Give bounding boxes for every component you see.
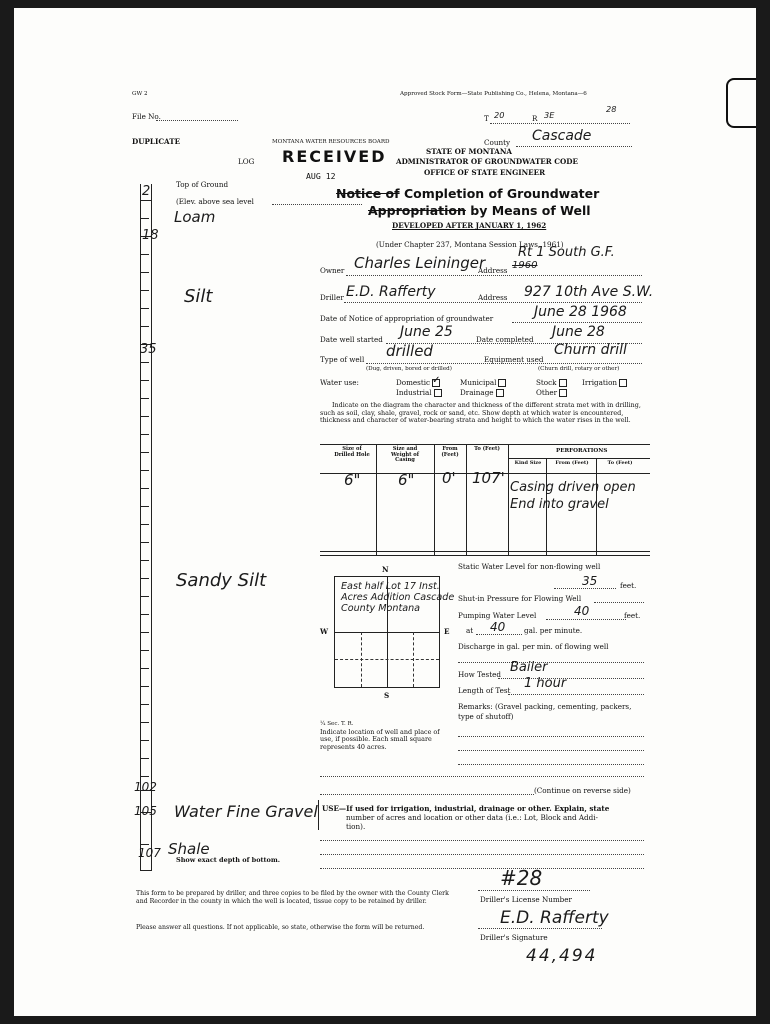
well-log-form [14,8,756,1016]
document-number: 44,494 [526,946,598,966]
col-kind: Kind Size [514,460,542,466]
tested-label: How Tested [458,670,501,679]
test-length-line [508,694,644,695]
file-no-label: File No. [132,112,161,121]
depth-scale [140,184,152,871]
tested-line [498,678,644,679]
license-number-value: #28 [500,866,543,890]
range-value: 3E [544,110,555,120]
col-perf-from: From (Feet) [555,460,589,466]
title-line-2 [368,203,591,218]
notice-date-value: June 28 1968 [534,304,627,320]
section-line: ¼ Sec. T. R. [320,721,354,727]
received-stamp: RECEIVED [282,147,387,166]
driller-value: E.D. Rafferty [346,284,436,300]
license-line [478,890,590,891]
owner-line [346,275,642,276]
static-feet: feet. [620,581,637,590]
title-line-3: DEVELOPED AFTER JANUARY 1, 1962 [392,221,547,230]
county-label: County [484,138,511,147]
municipal-option [460,378,506,387]
equipment-label: Equipment used [484,355,544,364]
irrigation-checkbox[interactable] [619,379,627,387]
continue-note: (Continue on reverse side) [534,786,631,795]
received-date: AUG 12 [306,171,336,181]
driller-label: Driller [320,293,344,302]
title-text-2: by Means of Well [470,203,591,218]
location-note: East half Lot 17 Inst. Acres Addition Cascade County Montana [341,581,455,614]
domestic-checkbox[interactable] [432,375,441,387]
col-perforations: PERFORATIONS [556,448,608,454]
signature-line [478,928,602,929]
notice-date-label: Date of Notice of appropriation of groundwater [320,314,494,323]
well-type-value: drilled [386,342,433,360]
water-use-label: Water use: [320,378,359,387]
other-option [536,388,567,397]
license-number-label: Driller's License Number [480,895,572,904]
material-silt: Silt [184,286,213,307]
state-label: STATE OF MONTANA [426,147,512,156]
remarks-label: Remarks: (Gravel packing, cementing, packers, type of shutoff) [458,702,632,721]
log-label: LOG [238,157,255,166]
from-value: 0' [442,469,456,487]
domestic-option [396,375,441,387]
board-name: MONTANA WATER RESOURCES BOARD [272,139,390,145]
form-code: GW 2 [132,91,148,97]
depth-18: 18 [142,228,159,243]
drainage-label: Drainage [460,388,494,397]
driller-address-label: Address [478,293,508,302]
pumping-line [546,619,626,620]
industrial-checkbox[interactable] [434,389,442,397]
completed-label: Date completed [476,335,534,344]
notice-date-line [512,322,642,323]
col-casing: Size and Weight of Casing [391,446,419,464]
binder-clip [726,78,756,128]
elevation-label: (Elev. above sea level [176,197,254,206]
material-shale: Shale [168,840,210,858]
equipment-value: Churn drill [554,342,627,358]
duplicate-label: DUPLICATE [132,137,181,146]
county-line [516,146,632,147]
irrigation-label: Irrigation [582,378,618,387]
industrial-label: Industrial [396,388,432,397]
office-label: OFFICE OF STATE ENGINEER [424,168,546,177]
county-value: Cascade [532,128,592,144]
trs-line [490,123,630,124]
pumping-feet: feet. [624,611,641,620]
type-line [366,363,642,364]
municipal-label: Municipal [460,378,497,387]
material-sandy-silt: Sandy Silt [176,570,267,591]
material-loam: Loam [174,208,216,226]
township-value: 20 [494,110,505,120]
driller-signature: E.D. Rafferty [500,908,609,928]
shutin-line [594,602,644,603]
drilled-size-value: 6" [344,471,361,489]
driller-line [344,302,642,303]
pumping-label: Pumping Water Level [458,611,537,620]
at-line [476,634,522,635]
started-label: Date well started [320,335,383,344]
domestic-label: Domestic [396,378,431,387]
static-level-label: Static Water Level for non-flowing well [458,562,601,571]
irrigation-option [582,378,627,387]
at-label: at [466,626,474,635]
casing-table [320,444,650,556]
north-label: N [382,565,389,574]
elevation-line [272,204,362,205]
west-label: W [320,627,329,636]
col-from: From (Feet) [441,446,459,458]
gal-label: gal. per minute. [524,626,583,635]
location-caption: Indicate location of well and place of use, if possible. Each small square represents 40 acres. [320,728,440,751]
stock-checkbox[interactable] [559,379,567,387]
discharge-label: Discharge in gal. per min. of flowing well [458,642,609,651]
title-line-4: (Under Chapter 237, Montana Session Laws, 1961) [376,240,564,249]
well-type-label: Type of well [320,355,365,364]
township-label: T [484,114,489,123]
location-grid [334,576,455,688]
at-value: 40 [490,620,506,634]
started-value: June 25 [400,324,453,340]
use-note-2: number of acres and location or other data (i.e.: Lot, Block and Addi- [346,813,598,822]
other-checkbox[interactable] [559,389,567,397]
stock-label: Stock [536,378,557,387]
file-no-line [156,120,238,121]
col-drilled-hole: Size of Drilled Hole [334,446,370,458]
depth-107: 107 [138,846,161,860]
domestic-check-mark: ✓ [432,375,441,386]
title-strike-1: Notice of [336,186,400,201]
footer-instructions: This form to be prepared by driller, and three copies to be filed by the owner with the County Clerk and Recorder in the county in which the well is located, tissue copy to be retained by driller. [136,890,449,905]
printer-line: Approved Stock Form—State Publishing Co., Helena, Montana—6 [400,91,587,97]
title-text-1: Completion of Groundwater [403,186,600,201]
tested-value: Bailer [510,660,548,675]
east-label: E [444,627,450,636]
depth-2: 2 [142,184,151,199]
casing-size-value: 6" [398,471,415,489]
static-level-line [554,588,616,589]
strata-instructions: Indicate on the diagram the character and thickness of the different strata met with in drilling, such as soil, clay, shale, gravel, rock or sand, etc. Show depth at which water is encountered, thickness and character of water-bearing strata and height to which the water rises in the well. [320,401,641,425]
perforation-note: Casing driven open End into gravel [510,480,636,512]
depth-105: 105 [134,804,157,818]
top-of-ground-label: Top of Ground [176,180,229,189]
title-strike-2: Appropriation [368,203,466,218]
col-perf-to: To (Feet) [607,460,633,466]
depth-35: 35 [140,342,157,357]
municipal-checkbox[interactable] [498,379,506,387]
to-value: 107' [472,469,505,487]
material-water-fine-gravel: Water Fine Gravel [174,802,318,821]
depth-102: 102 [134,780,157,794]
bottom-depth-label: Show exact depth of bottom. [176,856,281,864]
completed-value: June 28 [552,324,605,340]
signature-label: Driller's Signature [480,933,548,942]
pumping-value: 40 [574,604,590,618]
owner-value: Charles Leininger [354,254,486,272]
owner-label: Owner [320,266,345,275]
test-length-value: 1 hour [524,676,567,691]
title-line-1 [336,186,599,201]
footer-warning: Please answer all questions. If not applicable, so state, otherwise the form will be returned. [136,924,425,931]
use-note-1: USE—If used for irrigation, industrial, drainage or other. Explain, state [322,804,610,813]
owner-address-value: Rt 1 South G.F. [518,245,615,260]
other-label: Other [536,388,558,397]
shutin-label: Shut-in Pressure for Flowing Well [458,594,582,603]
stock-option [536,378,567,387]
discharge-line [458,662,644,663]
section-value: 28 [606,104,617,114]
owner-address-strike: 1960 [512,260,538,271]
drainage-option [460,388,504,397]
well-type-hint: (Dug, driven, bored or drilled) [366,366,452,372]
administrator-label: ADMINISTRATOR OF GROUNDWATER CODE [396,157,578,166]
industrial-option [396,388,442,397]
equipment-hint: (Churn drill, rotary or other) [538,366,620,372]
col-to: To (Feet) [474,446,500,452]
test-length-label: Length of Test [458,686,511,695]
range-label: R [532,114,538,123]
south-label: S [384,691,390,700]
static-level-value: 35 [582,574,598,588]
drainage-checkbox[interactable] [496,389,504,397]
use-note-3: tion). [346,822,366,831]
owner-address-label: Address [478,266,508,275]
driller-address-value: 927 10th Ave S.W. [524,284,654,300]
